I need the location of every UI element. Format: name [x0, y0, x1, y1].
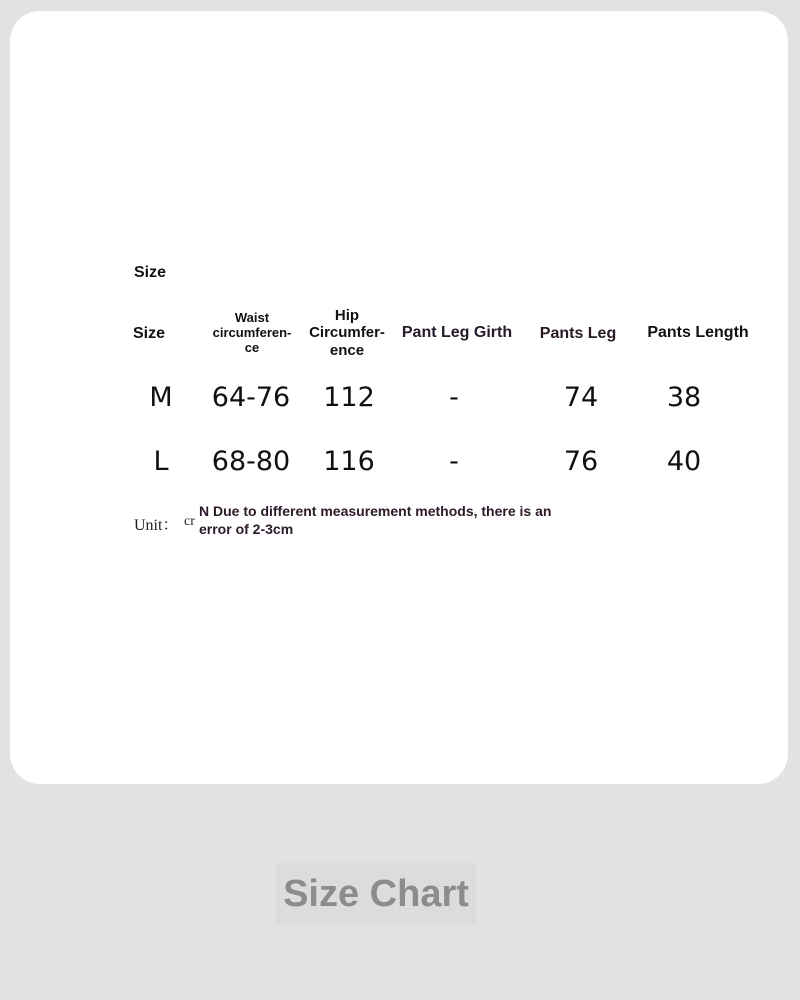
row-l-leg: 76: [563, 446, 599, 477]
header-size: Size: [133, 325, 166, 342]
row-l-hip: 116: [323, 446, 375, 477]
header-pants-length: Pants Length: [647, 324, 749, 341]
row-m-length: 38: [666, 382, 702, 413]
header-pants-leg: Pants Leg: [539, 325, 617, 342]
row-l-girth: -: [449, 446, 459, 477]
row-m-waist: 64-76: [211, 382, 291, 413]
size-heading: Size: [134, 264, 167, 281]
row-m-girth: -: [449, 382, 459, 413]
row-m-hip: 112: [323, 382, 375, 413]
header-waist: Waist circumferen- ce: [212, 310, 292, 355]
size-chart-title: Size Chart: [276, 863, 476, 925]
header-pant-leg-girth: Pant Leg Girth: [401, 324, 513, 341]
row-m-size: M: [149, 382, 173, 413]
row-l-size: L: [153, 446, 169, 477]
row-m-leg: 74: [563, 382, 599, 413]
header-hip: Hip Circumfer- ence: [309, 307, 385, 359]
row-l-length: 40: [666, 446, 702, 477]
unit-label: Unit：: [134, 517, 179, 534]
unit-value: cr: [184, 514, 195, 529]
measurement-note: N Due to different measurement methods, there is an error of 2-3cm: [199, 503, 552, 537]
row-l-waist: 68-80: [211, 446, 291, 477]
